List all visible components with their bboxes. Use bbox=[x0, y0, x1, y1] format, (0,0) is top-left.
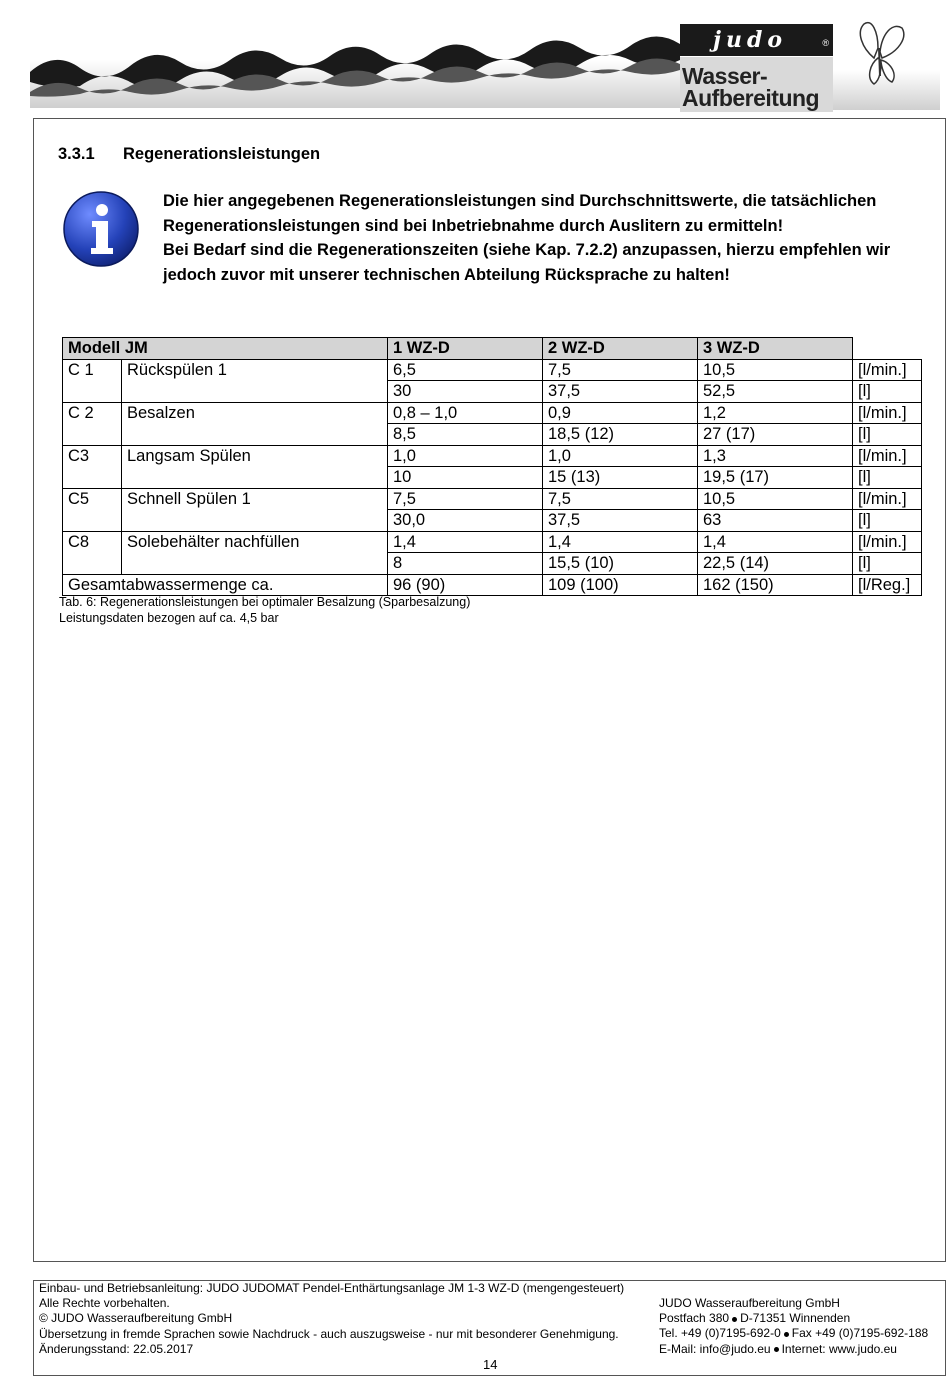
cell-3wzd: 52,5 bbox=[698, 381, 853, 403]
cell-step-name: Besalzen bbox=[122, 402, 388, 424]
cell-unit: [l/min.] bbox=[853, 531, 922, 553]
cell-unit: [l] bbox=[853, 510, 922, 532]
cell-3wzd: 22,5 (14) bbox=[698, 553, 853, 575]
table-row bbox=[63, 402, 922, 424]
cell-step-name bbox=[122, 553, 388, 575]
footer-manual-title: Einbau- und Betriebsanleitung: JUDO JUDOMAT Pendel-Enthärtungsanlage JM 1-3 WZ-D (mengengesteuert) bbox=[39, 1281, 625, 1295]
cell-total-label: Gesamtabwassermenge ca. bbox=[63, 574, 388, 596]
cell-step-name: Langsam Spülen bbox=[122, 445, 388, 467]
cell-1wzd: 1,0 bbox=[388, 445, 543, 467]
header-cell-2wzd: 2 WZ-D bbox=[543, 338, 698, 360]
header-cell-1wzd: 1 WZ-D bbox=[388, 338, 543, 360]
cell-3wzd: 1,2 bbox=[698, 402, 853, 424]
notice-paragraph-1: Die hier angegebenen Regenerationsleistungen sind Durchschnittswerte, die tatsächlichen Regenerationsleistungen sind bei Inbetriebnahme durch Auslitern zu ermitteln! bbox=[163, 192, 877, 235]
header-cell-model: Modell JM bbox=[63, 338, 388, 360]
header-cell-3wzd: 3 WZ-D bbox=[698, 338, 853, 360]
table-row bbox=[63, 445, 922, 467]
info-icon bbox=[62, 190, 140, 268]
header-cell-empty bbox=[853, 338, 922, 360]
cell-2wzd: 7,5 bbox=[543, 359, 698, 381]
footer-contact bbox=[659, 1296, 928, 1357]
cell-code bbox=[63, 467, 122, 489]
cell-1wzd: 0,8 – 1,0 bbox=[388, 402, 543, 424]
cell-step-name bbox=[122, 510, 388, 532]
cell-step-name bbox=[122, 424, 388, 446]
footer-phone bbox=[659, 1326, 928, 1341]
footer-postfach: Postfach 380 bbox=[659, 1311, 730, 1326]
cell-total-3wzd: 162 (150) bbox=[698, 574, 853, 596]
footer-internet[interactable]: Internet: www.judo.eu bbox=[781, 1341, 897, 1356]
cell-3wzd: 63 bbox=[698, 510, 853, 532]
info-notice bbox=[163, 189, 923, 287]
cell-unit: [l] bbox=[853, 467, 922, 489]
cell-code: C3 bbox=[63, 445, 122, 467]
section-number: 3.3.1 bbox=[58, 145, 95, 163]
table-row bbox=[63, 531, 922, 553]
table-row bbox=[63, 381, 922, 403]
cell-1wzd: 7,5 bbox=[388, 488, 543, 510]
cell-code bbox=[63, 553, 122, 575]
cell-code: C8 bbox=[63, 531, 122, 553]
cell-unit: [l/min.] bbox=[853, 402, 922, 424]
cell-2wzd: 0,9 bbox=[543, 402, 698, 424]
cell-1wzd: 8 bbox=[388, 553, 543, 575]
logo-bar bbox=[680, 24, 833, 56]
cell-1wzd: 6,5 bbox=[388, 359, 543, 381]
notice-paragraph-2: Bei Bedarf sind die Regenerationszeiten (siehe Kap. 7.2.2) anzupassen, hierzu empfehlen wir jedoch zuvor mit unserer technischen Abteilung Rücksprache zu halten! bbox=[163, 241, 891, 284]
cell-3wzd: 1,4 bbox=[698, 531, 853, 553]
section-title: Regenerationsleistungen bbox=[123, 145, 321, 163]
table-caption bbox=[59, 595, 470, 626]
cell-unit: [l/min.] bbox=[853, 359, 922, 381]
cell-code: C5 bbox=[63, 488, 122, 510]
cell-unit: [l/min.] bbox=[853, 445, 922, 467]
cell-3wzd: 19,5 (17) bbox=[698, 467, 853, 489]
cell-code bbox=[63, 381, 122, 403]
footer-copyright: © JUDO Wasseraufbereitung GmbH bbox=[39, 1311, 233, 1326]
footer-revision: Änderungsstand: 22.05.2017 bbox=[39, 1341, 194, 1356]
cell-total-2wzd: 109 (100) bbox=[543, 574, 698, 596]
cell-2wzd: 37,5 bbox=[543, 510, 698, 532]
footer-tel: Tel. +49 (0)7195-692-0 bbox=[659, 1326, 781, 1341]
cell-2wzd: 15,5 (10) bbox=[543, 553, 698, 575]
cell-1wzd: 1,4 bbox=[388, 531, 543, 553]
table-row bbox=[63, 424, 922, 446]
butterfly-icon bbox=[852, 18, 908, 90]
cell-code: C 2 bbox=[63, 402, 122, 424]
footer-translation-note: Übersetzung in fremde Sprachen sowie Nachdruck - auch auszugsweise - nur mit besonderer Genehmigung. bbox=[39, 1326, 619, 1341]
page-number: 14 bbox=[483, 1357, 498, 1372]
footer-left bbox=[39, 1281, 624, 1357]
table-row bbox=[63, 488, 922, 510]
cell-2wzd: 15 (13) bbox=[543, 467, 698, 489]
footer-city: D-71351 Winnenden bbox=[740, 1311, 851, 1326]
regeneration-table bbox=[62, 337, 922, 596]
cell-1wzd: 8,5 bbox=[388, 424, 543, 446]
logo-wordmark: judo bbox=[712, 27, 787, 53]
judo-logo bbox=[680, 24, 833, 112]
cell-2wzd: 7,5 bbox=[543, 488, 698, 510]
table-row bbox=[63, 510, 922, 532]
logo-line-1: Wasser- bbox=[682, 63, 768, 89]
cell-total-unit: [l/Reg.] bbox=[853, 574, 922, 596]
cell-step-name: Rückspülen 1 bbox=[122, 359, 388, 381]
cell-unit: [l] bbox=[853, 553, 922, 575]
cell-3wzd: 27 (17) bbox=[698, 424, 853, 446]
cell-step-name bbox=[122, 381, 388, 403]
cell-1wzd: 30 bbox=[388, 381, 543, 403]
table-total-row bbox=[63, 574, 922, 596]
cell-unit: [l/min.] bbox=[853, 488, 922, 510]
page-header bbox=[0, 0, 950, 118]
bullet-icon bbox=[774, 1347, 779, 1352]
caption-line-1: Tab. 6: Regenerationsleistungen bei optimaler Besalzung (Sparbesalzung) bbox=[59, 595, 471, 609]
cell-total-1wzd: 96 (90) bbox=[388, 574, 543, 596]
logo-line-2: Aufbereitung bbox=[682, 85, 820, 111]
cell-1wzd: 30,0 bbox=[388, 510, 543, 532]
content-frame bbox=[33, 118, 946, 1262]
table-row bbox=[63, 467, 922, 489]
table-header-row bbox=[63, 338, 922, 360]
table-row bbox=[63, 553, 922, 575]
footer-fax: Fax +49 (0)7195-692-188 bbox=[791, 1326, 929, 1341]
cell-2wzd: 18,5 (12) bbox=[543, 424, 698, 446]
cell-unit: [l] bbox=[853, 424, 922, 446]
footer-company: JUDO Wasseraufbereitung GmbH bbox=[659, 1296, 840, 1310]
cell-code bbox=[63, 510, 122, 532]
footer-web bbox=[659, 1342, 928, 1357]
cell-2wzd: 1,4 bbox=[543, 531, 698, 553]
footer-email[interactable]: E-Mail: info@judo.eu bbox=[659, 1341, 771, 1356]
cell-3wzd: 10,5 bbox=[698, 488, 853, 510]
bullet-icon bbox=[784, 1332, 789, 1337]
cell-step-name: Solebehälter nachfüllen bbox=[122, 531, 388, 553]
cell-2wzd: 37,5 bbox=[543, 381, 698, 403]
cell-3wzd: 10,5 bbox=[698, 359, 853, 381]
cell-step-name: Schnell Spülen 1 bbox=[122, 488, 388, 510]
cell-code bbox=[63, 424, 122, 446]
logo-subtitle-box bbox=[680, 57, 833, 112]
logo-registered-mark: ® bbox=[822, 38, 829, 48]
table-body bbox=[63, 338, 922, 596]
footer-address bbox=[659, 1311, 928, 1326]
footer-rights: Alle Rechte vorbehalten. bbox=[39, 1296, 170, 1311]
cell-step-name bbox=[122, 467, 388, 489]
cell-3wzd: 1,3 bbox=[698, 445, 853, 467]
cell-1wzd: 10 bbox=[388, 467, 543, 489]
cell-2wzd: 1,0 bbox=[543, 445, 698, 467]
bullet-icon bbox=[732, 1317, 737, 1322]
caption-line-2: Leistungsdaten bezogen auf ca. 4,5 bar bbox=[59, 610, 279, 625]
cell-unit: [l] bbox=[853, 381, 922, 403]
cell-code: C 1 bbox=[63, 359, 122, 381]
table-row bbox=[63, 359, 922, 381]
